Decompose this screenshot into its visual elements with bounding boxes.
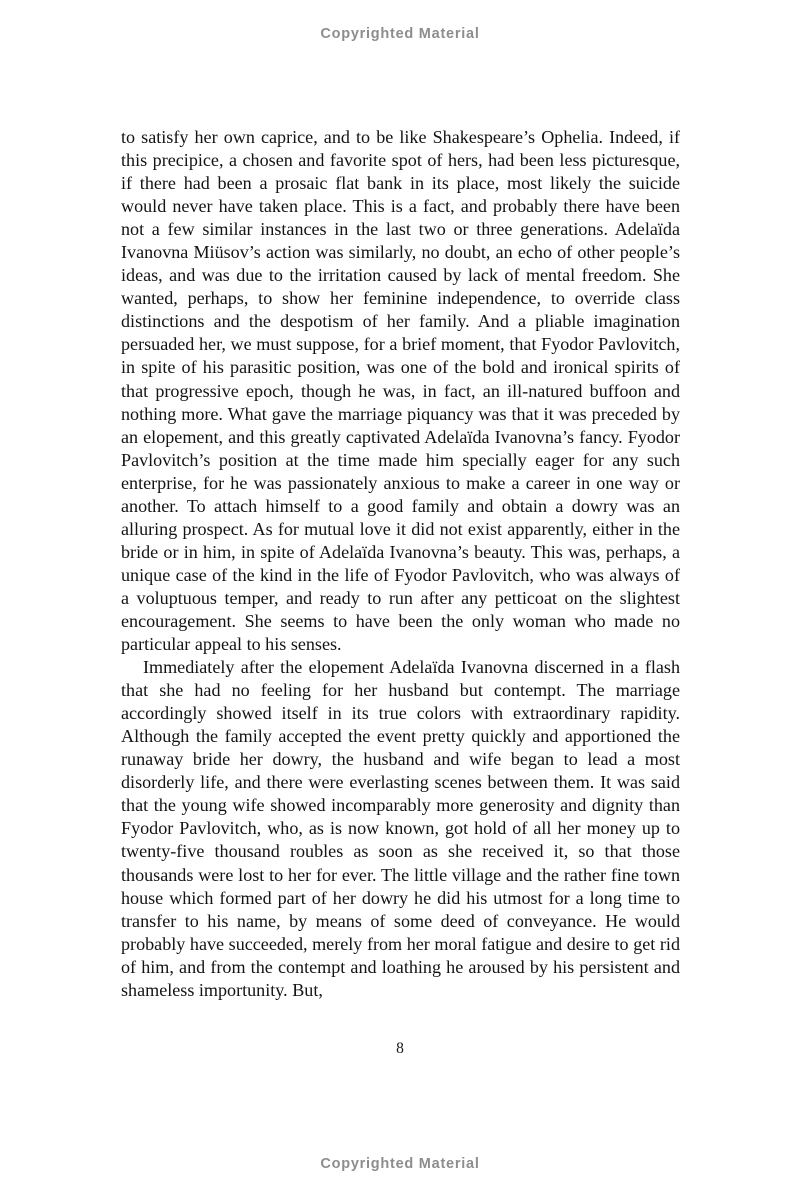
body-paragraph: to satisfy her own caprice, and to be like Shakespeare’s Ophelia. Indeed, if this precipice, a chosen and favorite spot of hers, had been less picturesque, if there had been a prosaic flat bank in its place, most likely the suicide would never have taken place. This is a fact, and probably there have been not a few similar instances in the last two or three generations. Adelaïda Ivanovna Miüsov’s action was similarly, no doubt, an echo of other people’s ideas, and was due to the irritation caused by lack of mental freedom. She wanted, perhaps, to show her feminine independence, to override class distinctions and the despotism of her family. And a pliable imagination persuaded her, we must suppose, for a brief moment, that Fyodor Pavlovitch, in spite of his parasitic position, was one of the bold and ironical spirits of that progressive epoch, though he was, in fact, an ill-natured buffoon and nothing more. What gave the marriage piquancy was that it was preceded by an elopement, and this greatly captivated Adelaïda Ivanovna’s fancy. Fyodor Pavlovitch’s position at the time made him specially eager for any such enterprise, for he was passionately anxious to make a career in one way or another. To attach himself to a good family and obtain a dowry was an alluring prospect. As for mutual love it did not exist apparently, either in the bride or in him, in spite of Adelaïda Ivanovna’s beauty. This was, perhaps, a unique case of the kind in the life of Fyodor Pavlovitch, who was always of a voluptuous temper, and ready to run after any petticoat on the slightest encouragement. She seems to have been the only woman who made no particular appeal to his senses. xyxy=(121,127,680,655)
page-number: 8 xyxy=(396,1040,404,1057)
body-text-column xyxy=(121,126,680,1002)
copyright-watermark-top: Copyrighted Material xyxy=(320,26,480,42)
copyright-watermark-bottom: Copyrighted Material xyxy=(320,1156,480,1172)
body-paragraph: Immediately after the elopement Adelaïda Ivanovna discerned in a flash that she had no feeling for her husband but contempt. The marriage accordingly showed itself in its true colors with extraordinary rapidity. Although the family accepted the event pretty quickly and apportioned the runaway bride her dowry, the husband and wife began to lead a most disorderly life, and there were everlasting scenes between them. It was said that the young wife showed incomparably more generosity and dignity than Fyodor Pavlovitch, who, as is now known, got hold of all her money up to twenty-five thousand roubles as soon as she received it, so that those thousands were lost to her for ever. The little village and the rather fine town house which formed part of her dowry he did his utmost for a long time to transfer to his name, by means of some deed of conveyance. He would probably have succeeded, merely from her moral fatigue and desire to get rid of him, and from the contempt and loathing he aroused by his persistent and shameless importunity. But, xyxy=(121,657,680,1000)
